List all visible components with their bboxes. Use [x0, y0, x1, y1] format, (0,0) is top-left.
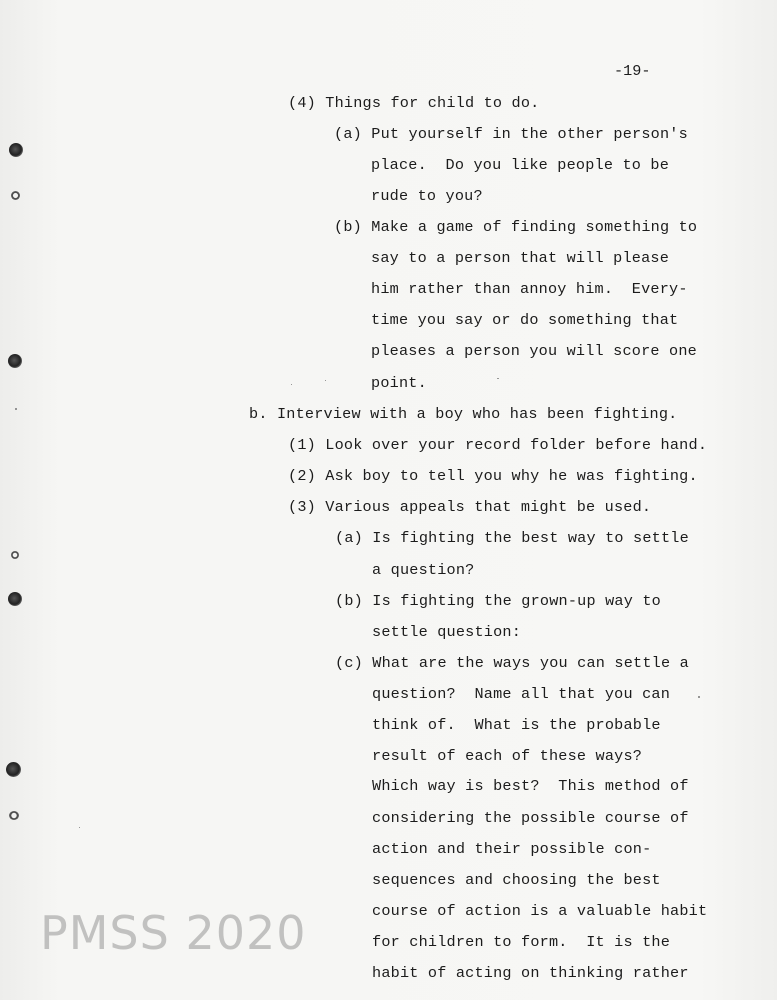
text-line: (a) Put yourself in the other person's	[334, 125, 688, 143]
punch-hole	[8, 354, 22, 368]
text-line: (b) Is fighting the grown-up way to	[335, 592, 661, 610]
text-line: (4) Things for child to do.	[288, 94, 540, 112]
paper-speck	[291, 384, 292, 385]
text-line: say to a person that will please	[371, 249, 670, 267]
text-line: (1) Look over your record folder before hand.	[288, 436, 708, 454]
text-line: rude to you?	[371, 187, 483, 205]
punch-hole	[9, 143, 23, 157]
text-line: pleases a person you will score one	[371, 342, 697, 360]
punch-hole	[9, 811, 19, 820]
text-line: question? Name all that you can	[372, 685, 671, 703]
punch-hole	[6, 762, 21, 777]
punch-hole	[11, 191, 20, 200]
paper-speck	[79, 827, 80, 828]
paper-speck	[325, 380, 326, 381]
text-line: place. Do you like people to be	[371, 156, 670, 174]
text-line: (c) What are the ways you can settle a	[335, 654, 689, 672]
punch-hole	[8, 592, 22, 606]
text-line: (2) Ask boy to tell you why he was fighting.	[288, 467, 698, 485]
paper-speck	[497, 378, 499, 379]
text-line: time you say or do something that	[371, 311, 679, 329]
text-line: course of action is a valuable habit	[372, 902, 708, 920]
text-line: action and their possible con-	[372, 840, 652, 858]
text-line: think of. What is the probable	[372, 716, 661, 734]
text-line: considering the possible course of	[372, 809, 689, 827]
text-line: b. Interview with a boy who has been fighting.	[249, 405, 678, 423]
text-line: point.	[371, 374, 427, 392]
text-line: him rather than annoy him. Every-	[371, 280, 688, 298]
text-line: result of each of these ways?	[372, 747, 643, 765]
watermark: PMSS 2020	[40, 906, 307, 960]
text-line: Which way is best? This method of	[372, 777, 689, 795]
text-line: a question?	[372, 561, 475, 579]
text-line: (3) Various appeals that might be used.	[288, 498, 652, 516]
text-line: (a) Is fighting the best way to settle	[335, 529, 689, 547]
punch-hole	[11, 551, 19, 559]
text-line: settle question:	[372, 623, 522, 641]
text-line: (b) Make a game of finding something to	[334, 218, 698, 236]
paper-speck	[15, 408, 17, 410]
text-line: sequences and choosing the best	[372, 871, 661, 889]
paper-speck	[698, 696, 700, 698]
text-line: for children to form. It is the	[372, 933, 671, 951]
page-number: -19-	[614, 62, 651, 80]
text-line: habit of acting on thinking rather	[372, 964, 689, 982]
